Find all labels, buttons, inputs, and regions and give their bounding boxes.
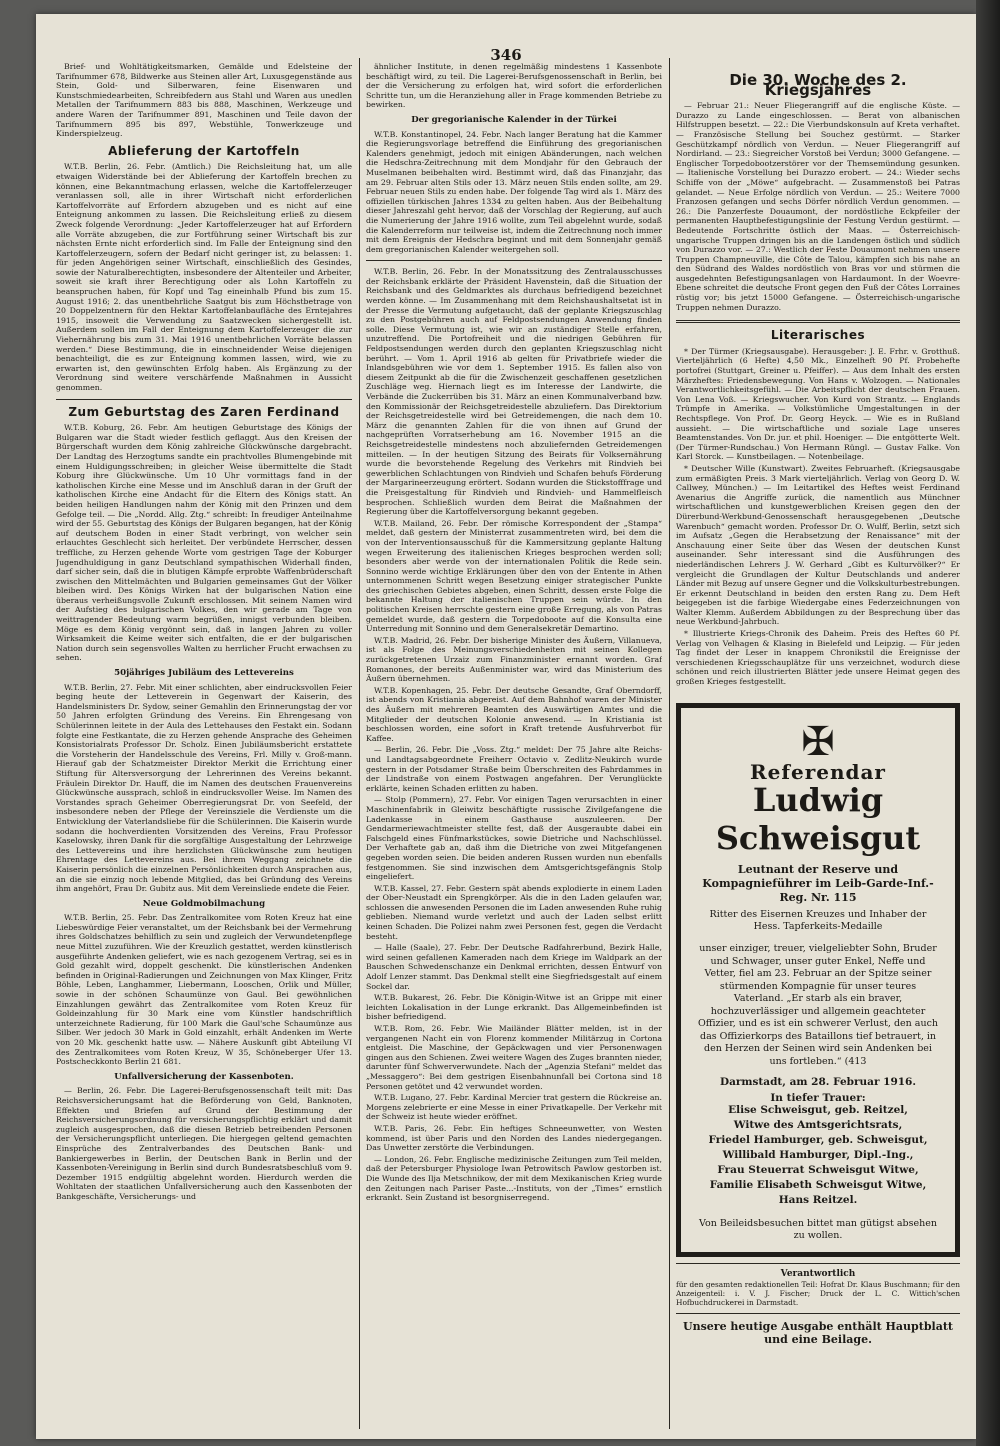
death-notice-name: Ludwig Schweisgut [715,781,921,858]
article-text: — Halle (Saale), 27. Febr. Der Deutsche Radfahrerbund, Bezirk Halle, wird seinen gefallenen Kameraden nach dem Kriege im Waldpark an der Bauschen Schwedenschanze ein Denkmal errichten, dessen Entwurf von Adolf Lenzer stammt. Das Denkmal stellt eine Siegfriedsgestalt auf einem Sockel dar. [366,943,662,991]
mourner: Witwe des Amtsgerichtsrats, [733,1119,903,1132]
newspaper-page [36,14,976,1439]
article-text: W.T.B. Berlin, 26. Febr. (Amtlich.) Die Reichsleitung hat, um alle etwaigen Widerstände bei der Ablieferung der Kartoffeln brechen zu können, eine Bekanntmachung erlassen, welche die Kartoffelerzeuger veranlassen soll, alle in ihrer Wirtschaft nicht erforderlichen Kartoffelvorräte auf Erfordern abzugeben und es nicht auf eine Enteignung ankommen zu lassen. Die Reichsleitung erließ zu diesem Zweck folgende Verordnung: „Jeder Kartoffelerzeuger hat auf Erfordern alle Vorräte abzugeben, die zur Fortführung seiner Wirtschaft bis zur nächsten Ernte nicht erforderlich sind. Im Falle der Enteignung sind den Kartoffelerzeugern, sofern der Bedarf nicht geringer ist, zu belassen: 1. für jeden Angehörigen seiner Wirtschaft, einschließlich des Gesindes, sowie der Naturalberechtigten, insbesondere der Altenteiler und Arbeiter, soweit sie kraft ihrer Berechtigung oder als Lohn Kartoffeln zu beanspruchen haben, für Kopf und Tag eineinhalb Pfund bis zum 15. August 1916; 2. das unentbehrliche Saatgut bis zum Höchstbetrage von 20 Doppelzentnern für den Hektar Kartoffelanbaufläche des Erntejahres 1915, insoweit die Verwendung zu Saatzwecken sichergestellt ist. Außerdem sollen im Fall der Enteignung dem Kartoffelerzeuger die zur Viehernährung bis zum 31. Mai 1916 unentbehrlichen Vorräte belassen werden.“ Diese Bestimmung, die in einschneidender Weise diejenigen benachteiligt, die es zur Enteignung kommen lassen, wird, wie zu erwarten ist, den gewünschten Erfolg haben. Als Ergänzung zu der Verordnung sind weitere verschärfende Maßnahmen in Aussicht genommen. [56,162,352,392]
death-notice-title: Referendar [750,759,886,784]
column-divider [669,58,670,1429]
headline-kartoffeln: Ablieferung der Kartoffeln [108,143,300,158]
article-text: ähnlicher Institute, in denen regelmäßig mindestens 1 Kassenbote beschäftigt wird, zu teil. Die Lagerei-Berufsgenossenschaft in Berlin, bei der die Versicherung zu erfolgen hat, wird sofort die erforderlichen Schritte tun, um die Heranziehung aller in Frage kommenden Betriebe zu bewirken. [366,62,662,110]
column-right [676,62,960,1429]
death-notice-note: Von Beileidsbesuchen bittet man gütigst absehen zu wollen. [698,1218,937,1242]
article-text: W.T.B. Koburg, 26. Febr. Am heutigen Geburtstage des Königs der Bulgaren war die Stadt wieder festlich geflaggt. Aus den Kreisen der Bürgerschaft wurden dem König zahlreiche Glückwünsche dargebracht. Der Landtag des Herzogtums sandte ein prachtvolles Blumengebinde mit einem Huldigungsschreiben; in gleicher Weise übermittelte die Stadt Koburg ihre Glückwünsche. Um 10 Uhr vormittags fand in der katholischen Kirche eine Messe und im Anschluß daran in der Gruft der katholischen Kirche eine Andacht für die Eltern des Königs statt. An beiden heiligen Handlungen nahm der König mit den Prinzen und dem Gefolge teil. — Die „Nordd. Allg. Ztg.“ schreibt: In freudiger Anteilnahme wird der 55. Geburtstag des Königs der Bulgaren begangen, hat der König auf deutschem Boden in einer Stadt verbringt, von welcher sein erlauchtes Geschlecht sich herleitet. Der verbündete Herrscher, dessen treffliche, zu Herzen gehende Worte vom gestrigen Tage der Koburger Jugendhuldigung in ganz Deutschland sympathischen Widerhall finden, darf sicher sein, daß die in blutigen Kämpfe erprobte Waffenbrüderschaft zwischen den Mittelmächten und Bulgarien gemeinsames Gut der Völker bleiben wird. Des Königs Wirken hat der bulgarischen Nation eine überaus verheißungsvolle Zukunft erschlossen. Mit seinem Namen wird der Aufstieg des bulgarischen Volkes, den wir gerade am Tage von weittragender Bedeutung warm begrüßen, innigst verbunden bleiben. Möge es dem König vergönnt sein, daß in langen Jahren zu voller Wirksamkeit die Keime weiter sich entfalten, die er der bulgarischen Nation durch sein segensvolles Walten zu herrlicher Frucht erwachsen zu sehen. [56,423,352,663]
mourner: Willibald Hamburger, Dipl.-Ing., [722,1149,914,1162]
mourner: Familie Elisabeth Schweisgut Witwe, [709,1179,927,1192]
headline-kalender-tuerkei: Der gregorianische Kalender in der Türkei [411,114,617,125]
edition-notice: Unsere heutige Ausgabe enthält Hauptblatt und eine Beilage. [683,1320,953,1346]
column-divider [359,58,360,1429]
article-text: W.T.B. Lugano, 27. Febr. Kardinal Mercier trat gestern die Rückreise an. Morgens zelebrierte er eine Messe in einer Privatkapelle. Der Verkehr mit der Schweiz ist heute wieder eröffnet. [366,1093,662,1122]
article-text: — London, 26. Febr. Englische medizinische Zeitungen zum Teil melden, daß der Petersburger Physiologe Iwan Petrowitsch Pawlow gestorben ist. Die Wunde des Ilja Metschnikow, der mit dem Mexikanischen Krieg wurde den Zeitungen nach Pariser Paste...-Instituts, von der „Times“ ernstlich erkrankt. Sein Zustand ist besorgniserregend. [366,1154,662,1203]
article-text: W.T.B. Berlin, 25. Febr. Das Zentralkomitee vom Roten Kreuz hat eine Liebeswürdige Feier veranstaltet, um der Reichsbank bei der Vermehrung ihres Goldschatzes behilflich zu sein und zugleich der Verwundetenpflege neue Mittel zuzuführen. Wie der Kreuzlich gestattet, werden künstlerisch ausgeführte Andenken geliefert, wie es nach gezogenem Vertrag, sei es in Gold gezahlt wird, doppelt geschenkt. Die künstlerischen Andenken befinden in Original-Radierungen und Zeichnungen von Max Klinger, Fritz Böhle, Leben, Langhammer, Liebermann, Looschen, Orlik und Müller, sowie in der schönen Schaumünze von Gaul. Bei gewöhnlichen Einzahlungen gewährt das Zentralkomitee vom Roten Kreuz für Goldeinzahlung für 30 Mark eine vom Künstler handschriftlich unterzeichnete Radierung, für 100 Mark die Gaul'sche Schaumünze aus Silber. Wer jedoch 30 Mark in Gold einzahlt, erhält Andenken im Werte von 20 Mk. geschenkt hatte usw. — Nähere Auskunft gibt Abteilung VI des Zentralkomitees vom Roten Kreuz, W 35, Schöneberger Ufer 13. Postscheckkonto Berlin 21 681. [56,913,352,1067]
article-text: * Illustrierte Kriegs-Chronik des Daheim. Preis des Heftes 60 Pf. Verlag von Velhagen & Klasing in Bielefeld und Leipzig. — Für jeden Tag findet der Leser in knappem Chronikstil die Ereignisse der verschiedenen Kriegsschauplätze für uns verzeichnet, wodurch diese schönen und reich illustrierten Blätter jede unsere Heimat gegen des großen Krieges festgestellt. [676,629,960,687]
article-text: W.T.B. Bukarest, 26. Febr. Die Königin-Witwe ist an Grippe mit einer leichten Lokalisation in der Lunge erkrankt. Das Allgemeinbefinden ist bisher befriedigend. [366,993,662,1022]
article-text: * Deutscher Wille (Kunstwart). Zweites Februarheft. (Kriegsausgabe zum ermäßigten Preis. 3 Mark vierteljährlich. Verlag von Georg D. W. Callwey, München.) — Im Leitartikel des Heftes weist Ferdinand Avenarius die Angriffe zurück, die namentlich aus Münchner wirtschaftlichen und kunstgewerblichen Kreisen gegen den der Dürerbund-Werkbund-Genossenschaft herausgegebenen „Deutsche Warenbuch“ gemacht worden. Professor Dr. O. Wulff, Berlin, setzt sich im Aufsatz „Gegen die Herabsetzung der Renaissance“ mit der Anschauung einer Seite über das Wesen der deutschen Kunst auseinander. Sehr interessant sind die Ausführungen des niederländischen Lehrers J. W. Gerhard „Gibt es Kulturvölker?“ Er vergleicht die Grundlagen der Kultur Deutschlands und anderer Länder mit Bezug auf unsere Gegner und die Volkskulturbestrebungen. Er erkennt Deutschland in beiden den ersten Rang zu. Dem Heft beigegeben ist die farbige Wiedergabe eines Federzeichnungen von Walter Klemm. Außerdem Abbildungen zu der Besprechung über das neue Werkbund-Jahrbuch. [676,463,960,627]
article-text: W.T.B. Mailand, 26. Febr. Der römische Korrespondent der „Stampa“ meldet, daß gestern der Ministerrat zusammentreten wird, bei dem die von der Interventionsausschuß für die Kammersitzung geplante Haltung wegen Erweiterung des italienischen Krieges besprochen werden soll; besonders aber werde von der internationalen Politik die Rede sein. Sonnino werde wichtige Erklärungen über den von der Entente in Athen unternommenen Schritt wegen Besetzung einiger strategischer Punkte des griechischen Gebietes abgeben, einen Schritt, dessen erste Folge die bekannte Haltung der italienischen Truppen sein würde. In den politischen Kreisen herrschte gestern eine große Erregung, als von Patras gemeldet wurde, daß gestern die Torpedoboote auf die Konsulta eine Unterredung mit Sonnino und dem Generalsekretär Demartino. [366,518,662,634]
headline-kriegswoche: Die 30. Woche des 2. Kriegsjahres [729,71,907,99]
headline-zar-ferdinand: Zum Geburtstag des Zaren Ferdinand [68,404,340,419]
mourner-list [695,1103,941,1208]
divider [676,320,960,323]
divider [676,1263,960,1264]
article-text: W.T.B. Rom, 26. Febr. Wie Mailänder Blätter melden, ist in der vergangenen Nacht ein von Florenz kommender Militärzug in Cortona entgleist. Die Maschine, der Gepäckwagen und vier Personenwagen gingen aus den Schienen. Zwei weitere Wagen des Zuges brannten nieder, darunter fünf Schwerverwundete. Nach der „Agenzia Stefani“ meldet das „Messaggero“: Bei dem gestrigen Eisenbahnunfall bei Cortona sind 18 Personen getötet und 42 verwundet worden. [366,1024,662,1091]
article-text: W.T.B. Kopenhagen, 25. Febr. Der deutsche Gesandte, Graf Oberndorff, ist abends von Kristiania abgereist. Auf dem Bahnhof waren der Minister des Äußern mit mehreren Beamten des Auswärtigen Amtes und die Mitglieder der deutschen Kolonie anwesend. — In Kristiania ist beschlossen worden, eine sofort in Kraft tretende Ausfuhrverbot für Kaffee. [366,685,662,743]
article-text: Brief- und Wohltätigkeitsmarken, Gemälde und Edelsteine der Tarifnummer 678, Bildwerke aus Steinen aller Art, Luxusgegenstände aus Stein, Gold- und Silberwaren, feine Eisenwaren und Kunstschmiedearbeiten, Schreibfedern aus Stahl und Waren aus unedlen Metallen der Tarifnummern 883 bis 888, Maschinen, Werkzeuge und andere Waren der Tarifnummer 891, Maschinen und Teile davon der Tarifnummern 895 bis 897, Webstühle, Tonwerkzeuge und Kinderspielzeug. [56,62,352,139]
article-text: — Berlin, 26. Febr. Die Lagerei-Berufsgenossenschaft teilt mit: Das Reichsversicherungsamt hat die Beförderung von Geld, Banknoten, Effekten und Briefen auf Grund der Bestimmung der Reichsversicherungsordnung für versicherungspflichtig erklärt und damit zugleich ausgesprochen, daß die diesen Betrieb betreibenden Personen der Versicherungspflicht unterliegen. Die hiergegen geltend gemachten Einsprüche des Zentralverbandes des Deutschen Bank- und Bankiergewerbes in Berlin, der Deutschen Bank in Berlin und der Kassenboten-Vereinigung in Berlin sind durch Bundesratsbeschluß vom 9. Dezember 1915 endgültig abgelehnt worden. Hierdurch werden die Wohltaten der staatlichen Unfallversicherung auch den Kassenboten der Bankgeschäfte, Versicherungs- und [56,1086,352,1201]
page-number: 346 [490,46,522,64]
book-binding [976,0,1000,1446]
article-text: W.T.B. Madrid, 26. Febr. Der bisherige Minister des Äußern, Villanueva, ist als Folge des Meinungsverschiedenheiten mit seinen Kollegen zurückgetretenen Urzaiz zum Finanzminister ernannt worden. Graf Romanones, der bereits Außenminister war, wird das Ministerium des Äußern übernehmen. [366,635,662,684]
column-left [56,62,352,1429]
headline-letteverein: 50jähriges Jubiläum des Lettevereins [114,668,294,679]
headline-literarisches: Literarisches [770,328,866,343]
mourner: Friedel Hamburger, geb. Schweisgut, [708,1134,928,1147]
death-notice-body: unser einziger, treuer, vielgeliebter Sohn, Bruder und Schwager, unser guter Enkel, Neffe und Vetter, fiel am 23. Februar an der Spitze seiner stürmenden Kompagnie für unser teures Vaterland. „Er starb als ein braver, hochzuverlässiger und allgemein geachteter Offizier, und es ist ein schwerer Verlust, den auch das Offizierkorps des Bataillons tief betrauert, in den Herzen der Seinen wird sein Andenken bei uns fortleben.“ (413 [697,943,939,1067]
imprint-text: für den gesamten redaktionellen Teil: Hofrat Dr. Klaus Buschmann; für den Anzeigenteil: i. V. J. Fischer; Druck der L. C. Wittich'schen Hofbuchdruckerei in Darmstadt. [676,1280,960,1307]
article-text: W.T.B. Berlin, 26. Febr. In der Monatssitzung des Zentralausschusses der Reichsbank erklärte der Präsident Havenstein, daß die Situation der Reichsbank und des Geldmarktes als durchaus befriedigend bezeichnet werden könne. — Im Zusammenhang mit dem Reichshaushaltsetat ist in der Presse die Vermutung aufgetaucht, daß der geplante Kriegszuschlag zu den Postgebühren auch auf Feldpostsendungen Anwendung finden solle. Diese Vermutung ist, wie wir an zuständiger Stelle erfahren, unzutreffend. Die Portofreiheit und die niedrigen Gebühren für Feldpostsendungen werden durch den geplanten Kriegszuschlag nicht berührt. — Vom 1. April 1916 ab gelten für Privatbriefe wieder die Inlandsgebühren wie vor dem 1. September 1915. Es fallen also von diesem Zeitpunkt ab die für die Zwischenzeit geschaffenen gesetzlichen Zuschläge weg. Hiernach liegt es im Interesse der Landwirte, die Verbände die Zuckerrüben bis 31. März an einen Kommunalverband bzw. den Kommissionär der Reichsgetreidestelle abzuliefern. Das Direktorium der Reichsgetreidestelle wird bei Getreidemengen, die nach dem 10. März die genannten Zahlen für die von ihnen auf Grund der nachgeprüften Vorratserhebung am 16. November 1915 an die Reichsgetreidestelle mindestens noch abzuliefernden Getreidemengen mitteilen. — In der heutigen Sitzung des Beirats für Volksernährung wurde die bevorstehende Regelung des Verkehrs mit Rindvieh bei gewerblichen Schlachtungen von Rindvieh und Schafen behufs Förderung der Margarineerzeugung erörtert. Sodann wurden die Stickstofffrage und die Preisgestaltung für Rindvieh und Rindvieh- und Hammelfleisch besprochen. Schließlich wurden dem Beirat die Maßnahmen der Regierung über die Kartoffelversorgung bekannt gegeben. [366,267,662,517]
death-notice-mourning: In tiefer Trauer: [770,1091,866,1104]
article-text: * Der Türmer (Kriegsausgabe). Herausgeber: J. E. Frhr. v. Grotthuß. Vierteljährlich (6 Hefte) 4,50 Mk., Einzelheft 90 Pf. Probehefte portofrei (Stuttgart, Greiner u. Pfeiffer). — Aus dem Inhalt des ersten Märzheftes: Friedensbewegung. Von Hans v. Wolzogen. — Nationales Verantwortlichkeitsgefühl. — Die Arbeitspflicht der deutschen Frauen. Von Lena Voß. — Kriegswucher. Von Kurd von Strantz. — Englands Trümpfe in Amerika. — Volkstümliche Umgestaltungen in der Rechtspflege. Von Prof. Dr. Georg Heyck. — Wie es in Rußland aussieht. — Die wirtschaftliche und soziale Lage unseres Beamtenstandes. Von Dr. jur. et phil. Hoeniger. — Die entgötterte Welt. (Der Türmer-Rundschau.) Von Hermann Rüngl. — Gustav Falke. Von Karl Storck. — Kunstbeilagen. — Notenbeilage. [676,346,960,462]
mourner: Hans Reitzel. [778,1194,858,1207]
article-text: W.T.B. Konstantinopel, 24. Febr. Nach langer Beratung hat die Kammer die Regierungsvorlage betreffend die Einführung des gregorianischen Kalenders genehmigt, jedoch mit einigen Abänderungen, nach welchen die Hedschra-Zeitrechnung mit dem Mondjahr für den Gebrauch der Muselmanen beibehalten wird. Bestimmt wird, daß das Finanzjahr, das am 29. Februar alten Stils oder 13. März neuen Stils enden sollte, am 29. Februar neuen Stils zu enden habe. Der folgende Tag wird als 1. März des offiziellen türkischen Jahres 1334 zu gelten haben. Aus der Beibehaltung dieser Jahreszahl geht hervor, daß der Vorschlag der Regierung, auf auch die Numerierung der Jahre 1916 wollte, zum Teil abgelehnt wurde, sodaß die Kalenderreform nur teilweise ist, indem die Zeitrechnung noch immer mit dem Ereignis der Hedschra beginnt und mit dem Sonnenjahr gemäß dem gregorianischen Kalender weitergehen soll. [366,129,662,254]
headline-goldmobilmachung: Neue Goldmobilmachung [142,898,266,909]
death-notice-awards: Ritter des Eisernen Kreuzes und Inhaber der Hess. Tapferkeits-Medaille [709,909,927,933]
article-text: W.T.B. Berlin, 27. Febr. Mit einer schlichten, aber eindrucksvollen Feier beging heute der Letteverein in Gegenwart der Kaiserin, des Handelsministers Dr. Sydow, seiner Gemahlin den Erinnerungstag der vor 50 Jahren erfolgten Gründung des Vereins. Ein Ehrengesang von Schülerinnen leitete in der Aula des Lettehauses den Festakt ein. Sodann folgte eine Festkantate, die zu Herzen gehende Ansprache des Geheimen Konsistorialrats Professor Dr. Scholz. Einen Jubiläumsbericht erstattete die Vorsteherin der Handelsschule des Vereins, Frl. Milly v. Groß-mann. Hierauf gab der Schatzmeister Direktor Merkit die Errichtung einer Stiftung für Altersversorgung der Lehrerinnen des Vereins bekannt. Fräulein Direktor Dr. Hauff, die im Namen des deutschen Frauenvereins Glückwünsche aussprach, schloß in eindrucksvoller Weise. Im Namen des Vorstandes sprach Geheimer Oberregierungsrat Dr. von Seefeld, der insbesondere neben der Pflege der Vereinsziele die Verdienste um die Entwicklung der Vaterlandsliebe für die Schülerinnen. Die Kaiserin wurde sodann die hochverdienten Vorsitzenden des Vereins, Frau Professor Kaselowsky, ihren Dank für die sorgfältige Ausgestaltung der Lehrzweige des Lettevereins und ihre herzlichsten Glückwünsche zum heutigen Ehrentage des Lettevereins aus. Bei ihrem Weggang zeichnete die Kaiserin persönlich die einzelnen Persönlichkeiten durch Ansprachen aus, an die sie einzig noch lebende Mitglied, das bei Gründung des Vereins ihm angehört, Frau Dr. Gubitz aus. Mit dem Vereinsliede endete die Feier. [56,682,352,894]
divider [56,399,352,400]
column-middle [366,62,662,1429]
divider [366,260,662,261]
mourner: Frau Steuerrat Schweisgut Witwe, [717,1164,919,1177]
article-text: W.T.B. Paris, 26. Febr. Ein heftiges Schneeunwetter, von Westen kommend, ist über Paris und den Norden des Landes niedergegangen. Das Unwetter zerstörte die Verbindungen. [366,1123,662,1153]
divider [676,1313,960,1314]
death-notice-rank: Leutnant der Reserve und Kompagnieführer im Leib-Garde-Inf.-Reg. Nr. 115 [702,863,934,905]
death-notice [676,703,960,1258]
article-text: W.T.B. Kassel, 27. Febr. Gestern spät abends explodierte in einem Laden der Ober-Neustadt ein Sprengkörper. Als die in den Laden gelaufen war, schlossen die anwesenden Personen die im Laden anwesenden Ruhe ruhig geblieben. Niemand wurde verletzt und auch der Laden selbst erlitt keinen Schaden. Die Polizei nahm zwei Personen fest, gegen die Verdacht besteht. [366,883,662,941]
headline-unfallversicherung: Unfallversicherung der Kassenboten. [114,1071,294,1082]
iron-cross-icon: ✠ [801,718,835,765]
mourner: Elise Schweisgut, geb. Reitzel, [728,1104,908,1117]
article-text: — Februar 21.: Neuer Fliegerangriff auf die englische Küste. — Durazzo zu Lande eingeschlossen. — Berat von albanischen Hilfstruppen besetzt. — 22.: Die Vierbundskonsuln auf Kreta verhaftet. — Französische Stellung bei Souchez gestürmt. — Starker Geschützkampf nördlich von Verdun. — Neuer Fliegerangriff auf Nordirland. — 23.: Siegreicher Vorstoß bei Verdun; 3000 Gefangene. — Englischer Torpedobootzerstörer vor der Themsemündung gesunken. — Italienische Vorstellung bei Durazzo erobert. — 24.: Wieder sechs Schiffe von der „Möwe“ aufgebracht. — Zusammenstoß bei Patras gelandet. — Neue Erfolge nördlich von Verdun. — 25.: Weitere 7000 Franzosen gefangen und sechs Dörfer nördlich Verdun genommen. — 26.: Die Panzerfeste Douaumont, der nordöstliche Eckpfeiler der permanenten Hauptbefestigungslinie der Festung Verdun gestürmt. — Bedeutende Fortschritte östlich der Maas. — Österreichisch-ungarische Truppen dringen bis an die Landengen östlich und südlich von Durazzo vor. — 27.: Westlich der Feste Douaumont nehmen unsere Truppen Champneuville, die Côte de Talou, kämpfen sich bis nahe an den Südrand des Waldes nordöstlich von Bras vor und stürmen die ausgedehnten Befestigungsanlagen von Hardaumont. In der Woevre-Ebene schreitet die deutsche Front gegen den Fuß der Côtes Lorraines rüstig vor; bis jetzt 15000 Gefangene. — Österreichisch-ungarische Truppen nehmen Durazzo. [676,101,960,312]
article-text: — Stolp (Pommern), 27. Febr. Vor einigen Tagen verursachten in einer Maschinenfabrik in Gleiwitz beschäftigte russische Zivilgefangene die Ladenkasse in einem Gasthause auszuleeren. Der Gendarmeriewachtmeister stellte fest, daß der Ausgeraubte dabei ein Falschgeld eines Fünfmarkstückes, sowie Dietriche und Nachschlüssel. Der Verhaftete gab an, daß ihm die Dietriche von zwei Mitgefangenen gegeben worden seien. Die beiden anderen Russen wurden nun ebenfalls festgenommen. Sie sind inzwischen dem Amtsgerichtsgefängnis Stolp eingeliefert. [366,795,662,882]
article-text: — Berlin, 26. Febr. Die „Voss. Ztg.“ meldet: Der 75 Jahre alte Reichs- und Landtagsabgeordnete Freiherr Octavio v. Zedlitz-Neukirch wurde gestern in der Potsdamer Straße beim Überschreiten des Fahrdammes in der Lindstraße von einem Postwagen angefahren. Der Verunglückte erklärte, keinen Schaden erlitten zu haben. [366,745,662,793]
imprint-heading: Verantwortlich [780,1269,856,1280]
death-notice-place-date: Darmstadt, am 28. Februar 1916. [719,1076,917,1089]
